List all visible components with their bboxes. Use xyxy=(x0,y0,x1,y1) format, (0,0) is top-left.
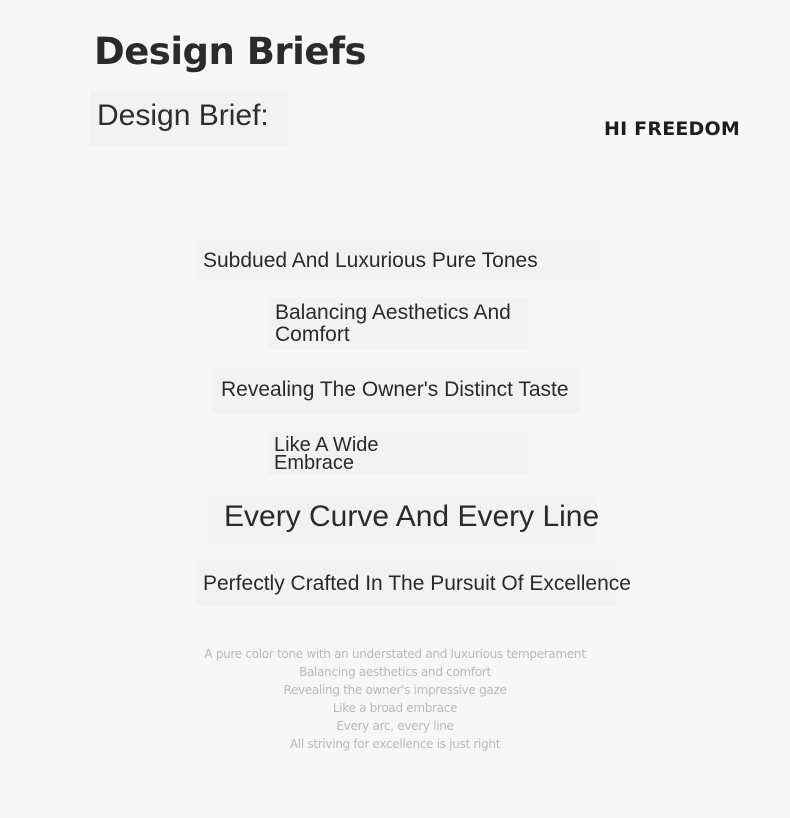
phrase-text-3: Revealing The Owner's Distinct Taste xyxy=(221,378,569,401)
phrase-text-1: Subdued And Luxurious Pure Tones xyxy=(203,249,538,272)
caption-line-6: All striving for excellence is just right xyxy=(289,737,501,751)
phrase-box-1 xyxy=(196,240,600,280)
phrase-text-2: Balancing Aesthetics And Comfort xyxy=(275,301,511,346)
caption-line-3: Revealing the owner's impressive gaze xyxy=(283,683,507,697)
caption-line-1: A pure color tone with an understated and luxurious temperament xyxy=(204,647,586,661)
design-brief-label: Design Brief: xyxy=(97,99,269,132)
phrase-box-5 xyxy=(208,496,600,544)
caption-line-4: Like a broad embrace xyxy=(332,701,458,715)
phrase-text-5: Every Curve And Every Line xyxy=(224,500,600,533)
phrase-text-4: Like A Wide Embrace xyxy=(274,434,379,474)
phrase-box-2 xyxy=(268,297,528,349)
caption-line-2: Balancing aesthetics and comfort xyxy=(299,665,491,679)
phrase-box-6 xyxy=(196,560,631,606)
phrase-text-6: Perfectly Crafted In The Pursuit Of Excellence xyxy=(203,572,631,595)
phrase-box-4 xyxy=(268,432,528,474)
page-title: Design Briefs xyxy=(94,30,367,73)
design-brief-label-box xyxy=(90,92,288,146)
caption-line-5: Every arc, every line xyxy=(336,719,454,733)
english-caption xyxy=(95,645,695,753)
brand-name: HI FREEDOM xyxy=(604,118,740,140)
phrase-box-3 xyxy=(212,368,580,414)
